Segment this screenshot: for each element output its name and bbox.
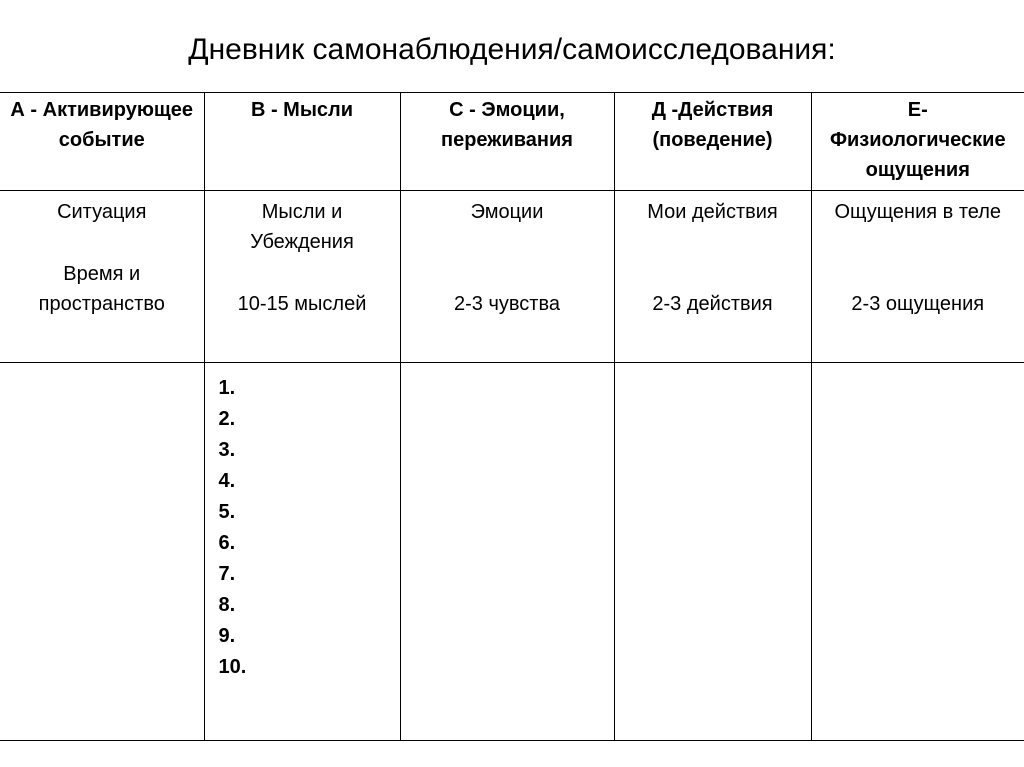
desc-cell-c bbox=[400, 191, 614, 363]
desc-b-secondary: 10-15 мыслей bbox=[237, 293, 367, 315]
header-b-thoughts: В - Мысли bbox=[204, 93, 400, 191]
header-d-actions: Д -Действия (поведение) bbox=[614, 93, 811, 191]
desc-cell-b bbox=[204, 191, 400, 363]
list-item: 7. bbox=[218, 563, 236, 585]
desc-b-primary: Мысли и Убеждения bbox=[250, 201, 354, 253]
header-c-emotions: С - Эмоции, переживания bbox=[400, 93, 614, 191]
list-item: 3. bbox=[218, 439, 236, 461]
header-a-activating-event: А - Активирующее событие bbox=[0, 93, 204, 191]
desc-cell-d bbox=[614, 191, 811, 363]
entry-cell-c[interactable] bbox=[400, 363, 614, 741]
header-row bbox=[0, 93, 1024, 191]
list-item: 8. bbox=[218, 594, 236, 616]
desc-d-primary: Мои действия bbox=[647, 201, 778, 223]
entry-cell-e[interactable] bbox=[811, 363, 1024, 741]
entry-row bbox=[0, 363, 1024, 741]
self-observation-table bbox=[0, 92, 1024, 741]
desc-e-primary: Ощущения в теле bbox=[834, 201, 1002, 223]
entry-cell-a[interactable] bbox=[0, 363, 204, 741]
desc-e-secondary: 2-3 ощущения bbox=[851, 293, 985, 315]
desc-a-secondary: Время и пространство bbox=[38, 263, 165, 315]
thought-number-list bbox=[211, 363, 394, 683]
entry-cell-d[interactable] bbox=[614, 363, 811, 741]
list-item: 10. bbox=[218, 656, 247, 678]
desc-d-secondary: 2-3 действия bbox=[652, 293, 773, 315]
entry-cell-b[interactable] bbox=[204, 363, 400, 741]
list-item: 5. bbox=[218, 501, 236, 523]
description-row bbox=[0, 191, 1024, 363]
desc-c-secondary: 2-3 чувства bbox=[454, 293, 560, 315]
header-e-physiological: Е- Физиологические ощущения bbox=[811, 93, 1024, 191]
desc-cell-a bbox=[0, 191, 204, 363]
list-item: 2. bbox=[218, 408, 236, 430]
desc-c-primary: Эмоции bbox=[470, 201, 544, 223]
list-item: 9. bbox=[218, 625, 236, 647]
list-item: 4. bbox=[218, 470, 236, 492]
list-item: 6. bbox=[218, 532, 236, 554]
list-item: 1. bbox=[218, 377, 236, 399]
desc-a-primary: Ситуация bbox=[57, 201, 147, 223]
desc-cell-e bbox=[811, 191, 1024, 363]
page-title: Дневник самонаблюдения/самоисследования: bbox=[188, 33, 836, 66]
